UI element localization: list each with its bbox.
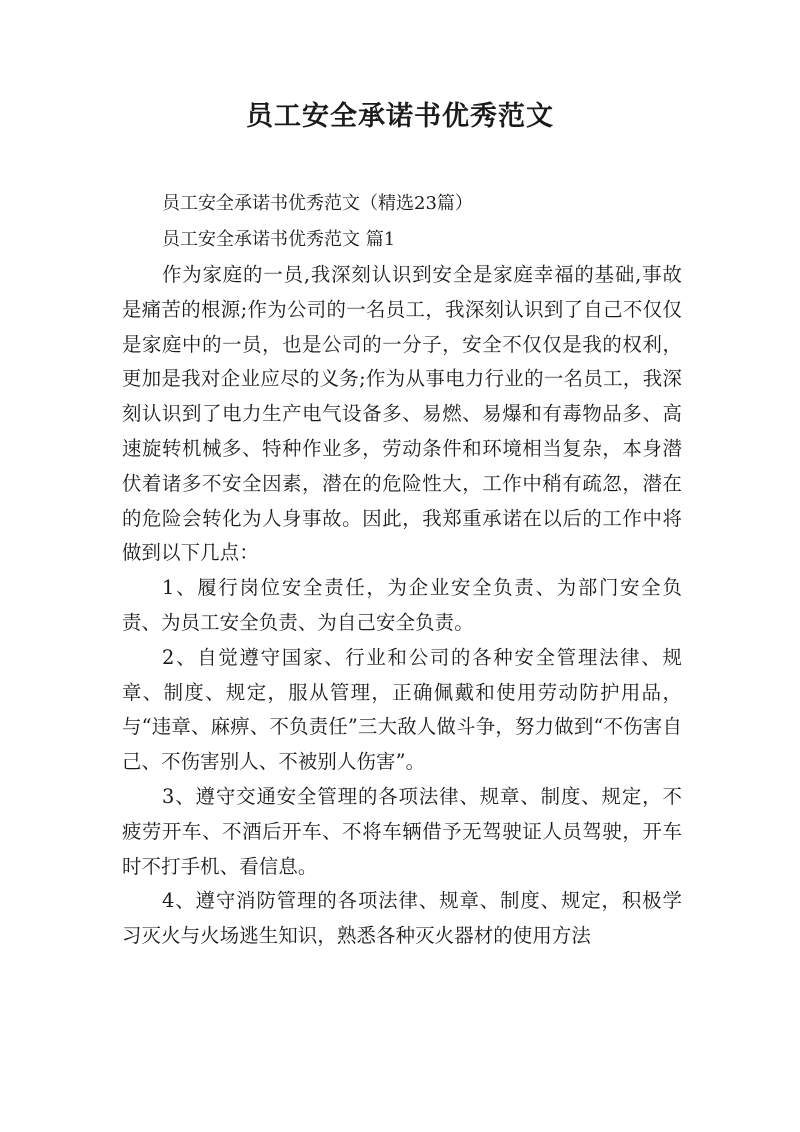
commitment-item-2: 2、自觉遵守国家、行业和公司的各种安全管理法律、规章、制度、规定，服从管理，正确佩戴和使用劳动防护用品，与“违章、麻痹、不负责任”三大敌人做斗争，努力做到“不伤害自己、不伤害别人、不被别人伤害”。 xyxy=(122,645,682,774)
commitment-item-1: 1、履行岗位安全责任，为企业安全负责、为部门安全负责、为员工安全负责、为自己安全负责。 xyxy=(122,576,682,634)
commitment-item-3: 3、遵守交通安全管理的各项法律、规章、制度、规定，不疲劳开车、不酒后开车、不将车辆借予无驾驶证人员驾驶，开车时不打手机、看信息。 xyxy=(122,784,682,878)
document-body xyxy=(122,186,682,954)
intro-paragraph: 作为家庭的一员,我深刻认识到安全是家庭幸福的基础,事故是痛苦的根源;作为公司的一名员工，我深刻认识到了自己不仅仅是家庭中的一员，也是公司的一分子，安全不仅仅是我的权利，更加是我对企业应尽的义务;作为从事电力行业的一名员工，我深刻认识到了电力生产电气设备多、易燃、易爆和有毒物品多、高速旋转机械多、特种作业多，劳动条件和环境相当复杂，本身潜伏着诸多不安全因素，潜在的危险性大，工作中稍有疏忽，潜在的危险会转化为人身事故。因此，我郑重承诺在以后的工作中将做到以下几点： xyxy=(122,263,682,565)
document-subtitle: 员工安全承诺书优秀范文（精选23篇） xyxy=(162,193,473,214)
document-title: 员工安全承诺书优秀范文 xyxy=(246,101,554,132)
section-heading: 员工安全承诺书优秀范文 篇1 xyxy=(162,229,396,250)
commitment-item-4: 4、遵守消防管理的各项法律、规章、制度、规定，积极学习灭火与火场逃生知识，熟悉各种灭火器材的使用方法 xyxy=(122,889,682,948)
